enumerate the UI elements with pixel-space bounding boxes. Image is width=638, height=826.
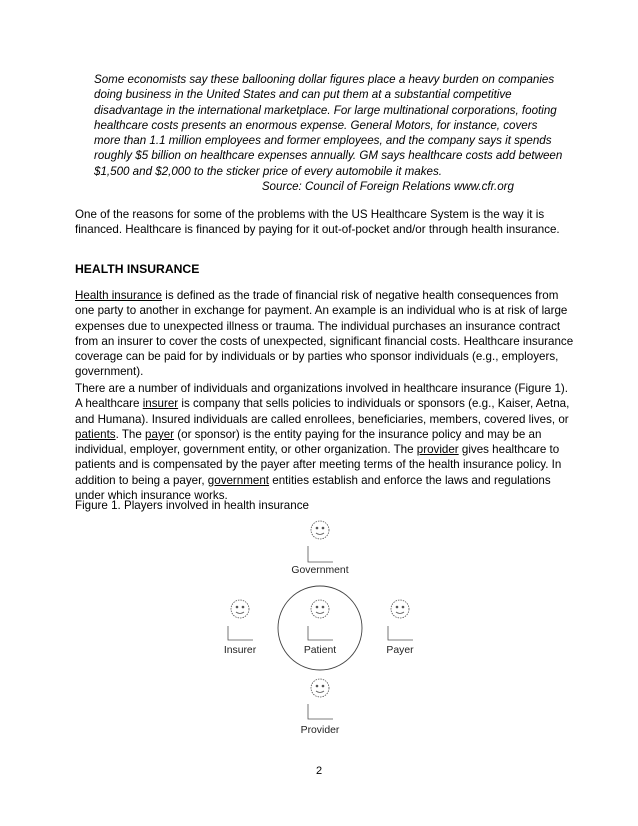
intro-paragraph: One of the reasons for some of the problems with the US Healthcare System is the way it is financed. Healthcare is financed by paying for it out-of-pocket and/or through health insurance. <box>75 208 560 237</box>
label-payer: Payer <box>386 645 414 656</box>
text-segment: gives healthcare to patients and is compensated by the payer after meeting terms of the health insurance policy. In addition to being a payer, <box>75 443 562 487</box>
text-segment: entities establish and enforce the laws and regulations under which insurance works. <box>75 473 551 503</box>
label-patient: Patient <box>303 645 337 656</box>
text-segment: (or sponsor) is the entity paying for the insurance policy and may be an individual, employer, government entity, or other organization. The <box>75 427 542 457</box>
section-heading: HEALTH INSURANCE <box>75 262 200 276</box>
label-insurer: Insurer <box>223 645 257 656</box>
quote-text: Some economists say these ballooning dollar figures place a heavy burden on companies doing business in the United States and can put them at a substantial competitive disadvantage in the international marketplace. For large multinational corporations, footing healthcare costs presents an enormous expense. General Motors, for instance, covers more than 1.1 million employees and former employees, and the company says it spends roughly $5 billion on healthcare expenses annually. GM says healthcare costs add between $1,500 and $2,000 to the sticker price of every automobile it makes. <box>94 73 563 178</box>
label-provider: Provider <box>300 725 340 736</box>
patient-circle <box>278 586 362 670</box>
page-number: 2 <box>315 765 323 777</box>
text-segment: There are a number of individuals and organizations involved in healthcare insurance (Figure 1). A healthcare <box>75 382 569 411</box>
term-health-insurance: Health insurance <box>75 289 163 302</box>
text-segment: . The <box>115 427 146 441</box>
term-insurer: insurer <box>142 397 179 411</box>
term-payer: payer <box>145 427 175 441</box>
quote-source: Source: Council of Foreign Relations www.cfr.org <box>261 180 514 193</box>
label-government: Government <box>291 565 349 576</box>
payer-person-icon <box>388 600 413 640</box>
figure-caption: Figure 1. Players involved in health insurance <box>75 499 309 512</box>
patient-person-icon <box>308 600 333 640</box>
term-patients: patients <box>75 427 116 441</box>
provider-person-icon <box>308 679 333 719</box>
government-person-icon <box>308 521 333 562</box>
text-segment: is company that sells policies to individuals or sponsors (e.g., Kaiser, Aetna, and Humana). Insured individuals are called enrollees, beneficiaries, members, covered lives, or <box>75 397 570 426</box>
insurer-person-icon <box>228 600 253 640</box>
definition-text: is defined as the trade of financial risk of negative health consequences from one party to another in exchange for payment. An example is an individual who is at risk of large expenses due to unexpected illness or trauma. The individual purchases an insurance contract from an insurer to cover the costs of unexpected, significant financial costs. Healthcare insurance coverage can be paid for by individuals or by parties who sponsor individuals (e.g., employers, government). <box>75 289 574 379</box>
term-government: government <box>207 473 270 487</box>
term-provider: provider <box>416 443 459 457</box>
